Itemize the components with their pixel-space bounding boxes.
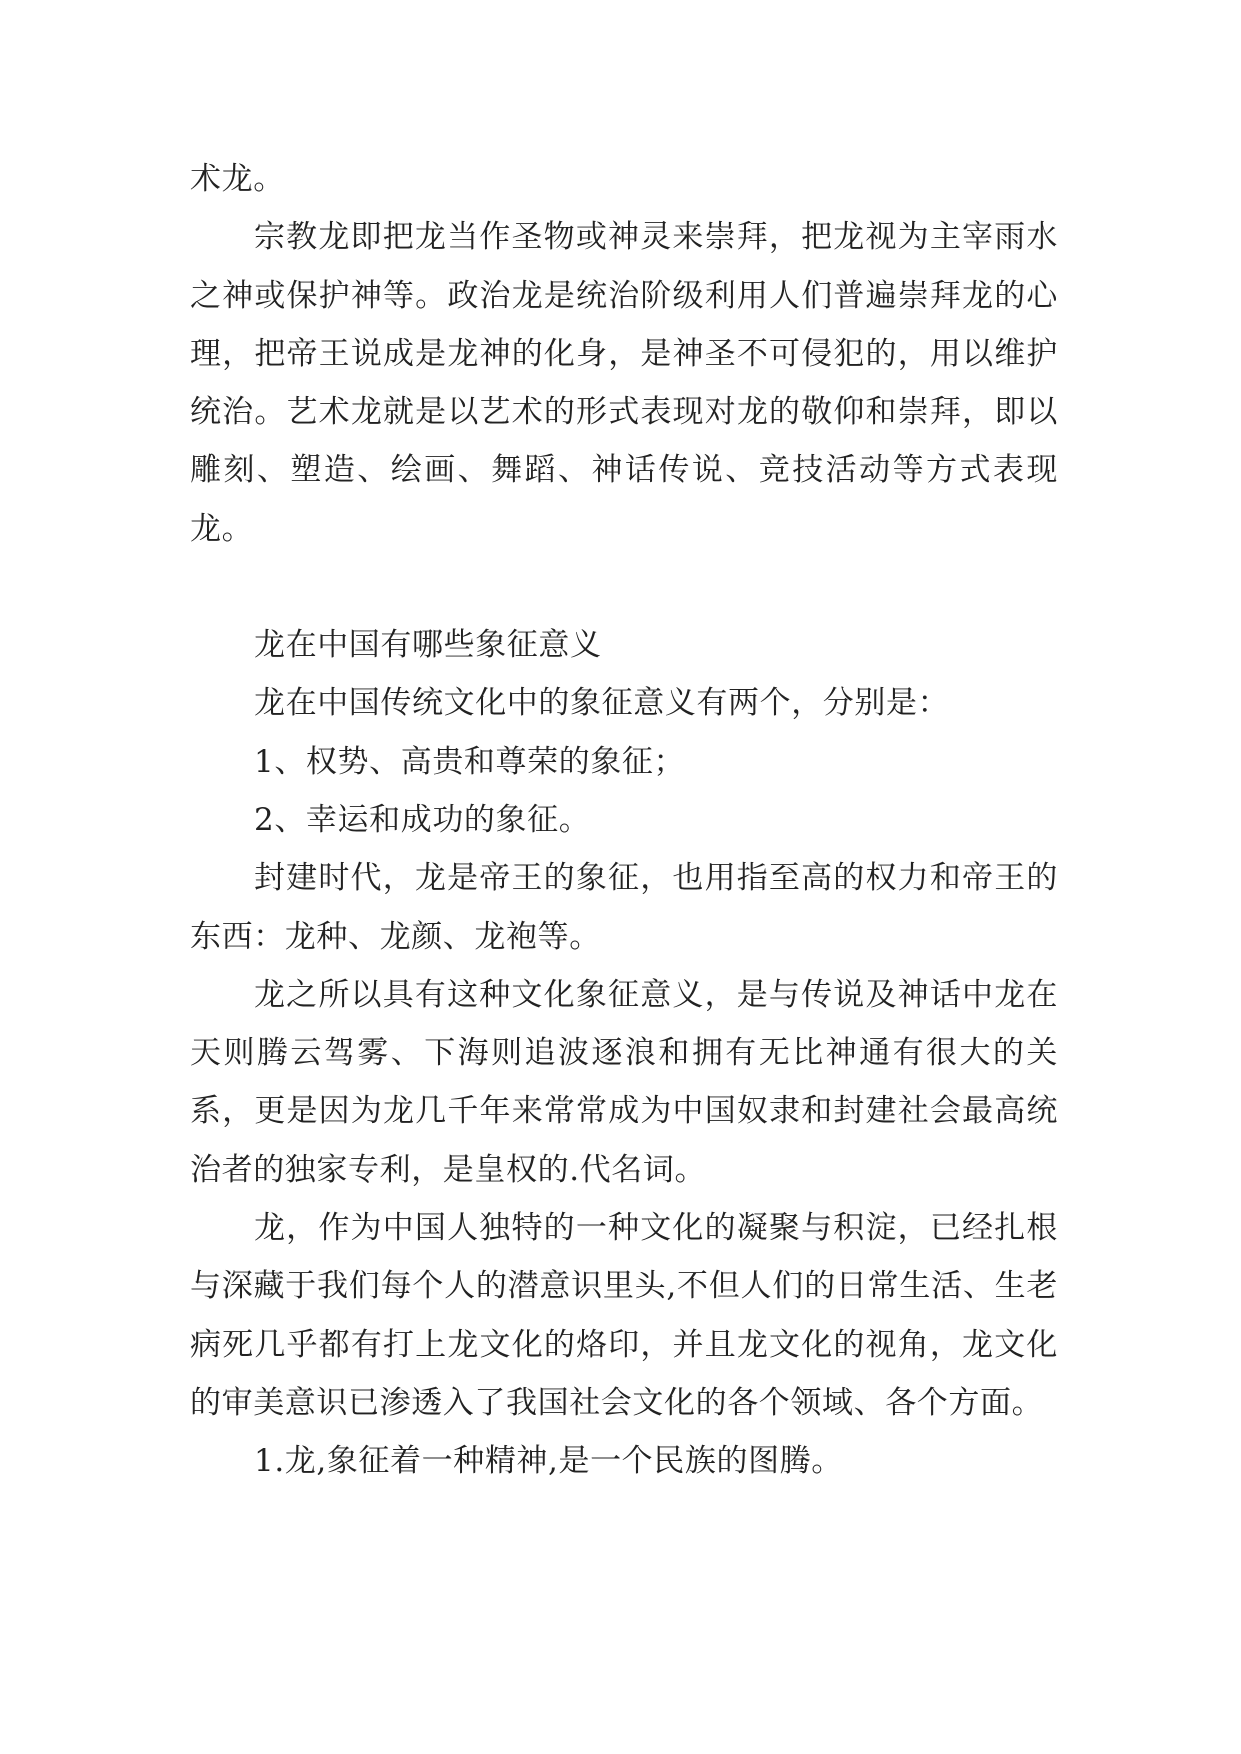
document-body	[190, 150, 1058, 1491]
paragraph-culture: 龙，作为中国人独特的一种文化的凝聚与积淀，已经扎根与深藏于我们每个人的潜意识里头,不但人们的日常生活、生老病死几乎都有打上龙文化的烙印，并且龙文化的视角，龙文化的审美意识已渗透入了我国社会文化的各个领域、各个方面。	[190, 1210, 1058, 1421]
paragraph-intro: 龙在中国传统文化中的象征意义有两个，分别是：	[254, 685, 950, 722]
paragraph-continuation: 术龙。	[190, 161, 285, 197]
list-item-2: 2、幸运和成功的象征。	[254, 801, 591, 838]
paragraph-dragon-types: 宗教龙即把龙当作圣物或神灵来崇拜，把龙视为主宰雨水之神或保护神等。政治龙是统治阶级利用人们普遍崇拜龙的心理，把帝王说成是龙神的化身，是神圣不可侵犯的，用以维护统治。艺术龙就是以艺术的形式表现对龙的敬仰和崇拜，即以雕刻、塑造、绘画、舞蹈、神话传说、竞技活动等方式表现龙。	[190, 219, 1058, 547]
paragraph-feudal: 封建时代，龙是帝王的象征，也用指至高的权力和帝王的东西：龙种、龙颜、龙袍等。	[190, 860, 1058, 955]
section-heading: 龙在中国有哪些象征意义	[254, 627, 602, 664]
paragraph-gap	[190, 558, 1058, 616]
list-item-1: 1、权势、高贵和尊荣的象征；	[254, 743, 686, 780]
paragraph-spirit: 1.龙,象征着一种精神,是一个民族的图腾。	[254, 1443, 843, 1480]
paragraph-reason: 龙之所以具有这种文化象征意义，是与传说及神话中龙在天则腾云驾雾、下海则追波逐浪和拥有无比神通有很大的关系，更是因为龙几千年来常常成为中国奴隶和封建社会最高统治者的独家专利，是皇权的.代名词。	[190, 976, 1058, 1188]
